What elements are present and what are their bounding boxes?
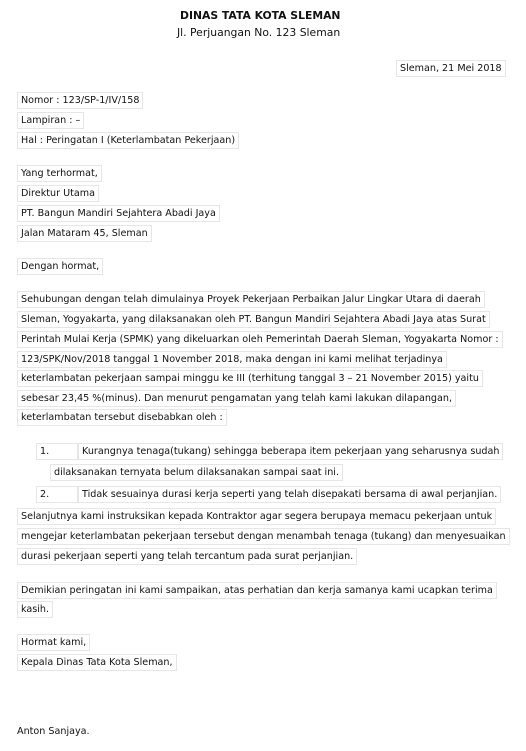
body-line: Perintah Mulai Kerja (SPMK) yang dikeluarkan oleh Pemerintah Daerah Sleman, Yogyakarta Nomor :	[17, 331, 503, 348]
signoff-line: Hormat kami,	[17, 634, 90, 651]
list-item-number: 1.	[36, 443, 78, 460]
body-line: durasi pekerjaan seperti yang telah tercantum pada surat perjanjian.	[17, 548, 357, 565]
letterhead-address: Jl. Perjuangan No. 123 Sleman	[177, 26, 341, 39]
body-line: 123/SPK/Nov/2018 tanggal 1 November 2018, maka dengan ini kami melihat terjadinya	[17, 351, 447, 368]
letter-attachment: Lampiran : –	[17, 112, 84, 129]
recipient-line: Yang terhormat,	[17, 165, 102, 182]
list-item-text: dilaksanakan ternyata belum dilaksanakan sampai saat ini.	[50, 464, 343, 481]
body-line: Sleman, Yogyakarta, yang dilaksanakan oleh PT. Bangun Mandiri Sejahtera Abadi Jaya atas Surat	[17, 311, 490, 328]
letterhead-org: DINAS TATA KOTA SLEMAN	[180, 9, 341, 22]
letter-date: Sleman, 21 Mei 2018	[396, 60, 506, 77]
letter-subject: Hal : Peringatan I (Keterlambatan Pekerjaan)	[17, 132, 239, 149]
body-line: keterlambatan pekerjaan sampai minggu ke III (terhitung tanggal 3 – 21 November 2015) yaitu	[17, 370, 483, 387]
signoff-line: Kepala Dinas Tata Kota Sleman,	[17, 654, 177, 671]
recipient-line: Jalan Mataram 45, Sleman	[17, 225, 152, 242]
body-line: mengejar keterlambatan pekerjaan tersebut dengan menambah tenaga (tukang) dan menyesuaikan	[17, 528, 510, 545]
recipient-line: Direktur Utama	[17, 185, 99, 202]
signer-name: Anton Sanjaya.	[17, 726, 90, 737]
body-line: sebesar 23,45 %(minus). Dan menurut pengamatan yang telah kami lakukan dilapangan,	[17, 390, 456, 407]
list-item-text: Kurangnya tenaga(tukang) sehingga beberapa item pekerjaan yang seharusnya sudah	[78, 443, 503, 460]
list-item-number: 2.	[36, 486, 78, 503]
closing-line: Demikian peringatan ini kami sampaikan, atas perhatian dan kerja samanya kami ucapkan terima	[17, 582, 497, 599]
letter-number: Nomor : 123/SP-1/IV/158	[17, 92, 143, 109]
body-line: Sehubungan dengan telah dimulainya Proyek Pekerjaan Perbaikan Jalur Lingkar Utara di daerah	[17, 291, 485, 308]
closing-line: kasih.	[17, 601, 53, 618]
greeting: Dengan hormat,	[17, 258, 103, 275]
recipient-line: PT. Bangun Mandiri Sejahtera Abadi Jaya	[17, 205, 220, 222]
list-item-text: Tidak sesuainya durasi kerja seperti yang telah disepakati bersama di awal perjanjian.	[78, 486, 501, 503]
body-line: Selanjutnya kami instruksikan kepada Kontraktor agar segera berupaya memacu pekerjaan untuk	[17, 508, 496, 525]
body-line: keterlambatan tersebut disebabkan oleh :	[17, 409, 227, 426]
